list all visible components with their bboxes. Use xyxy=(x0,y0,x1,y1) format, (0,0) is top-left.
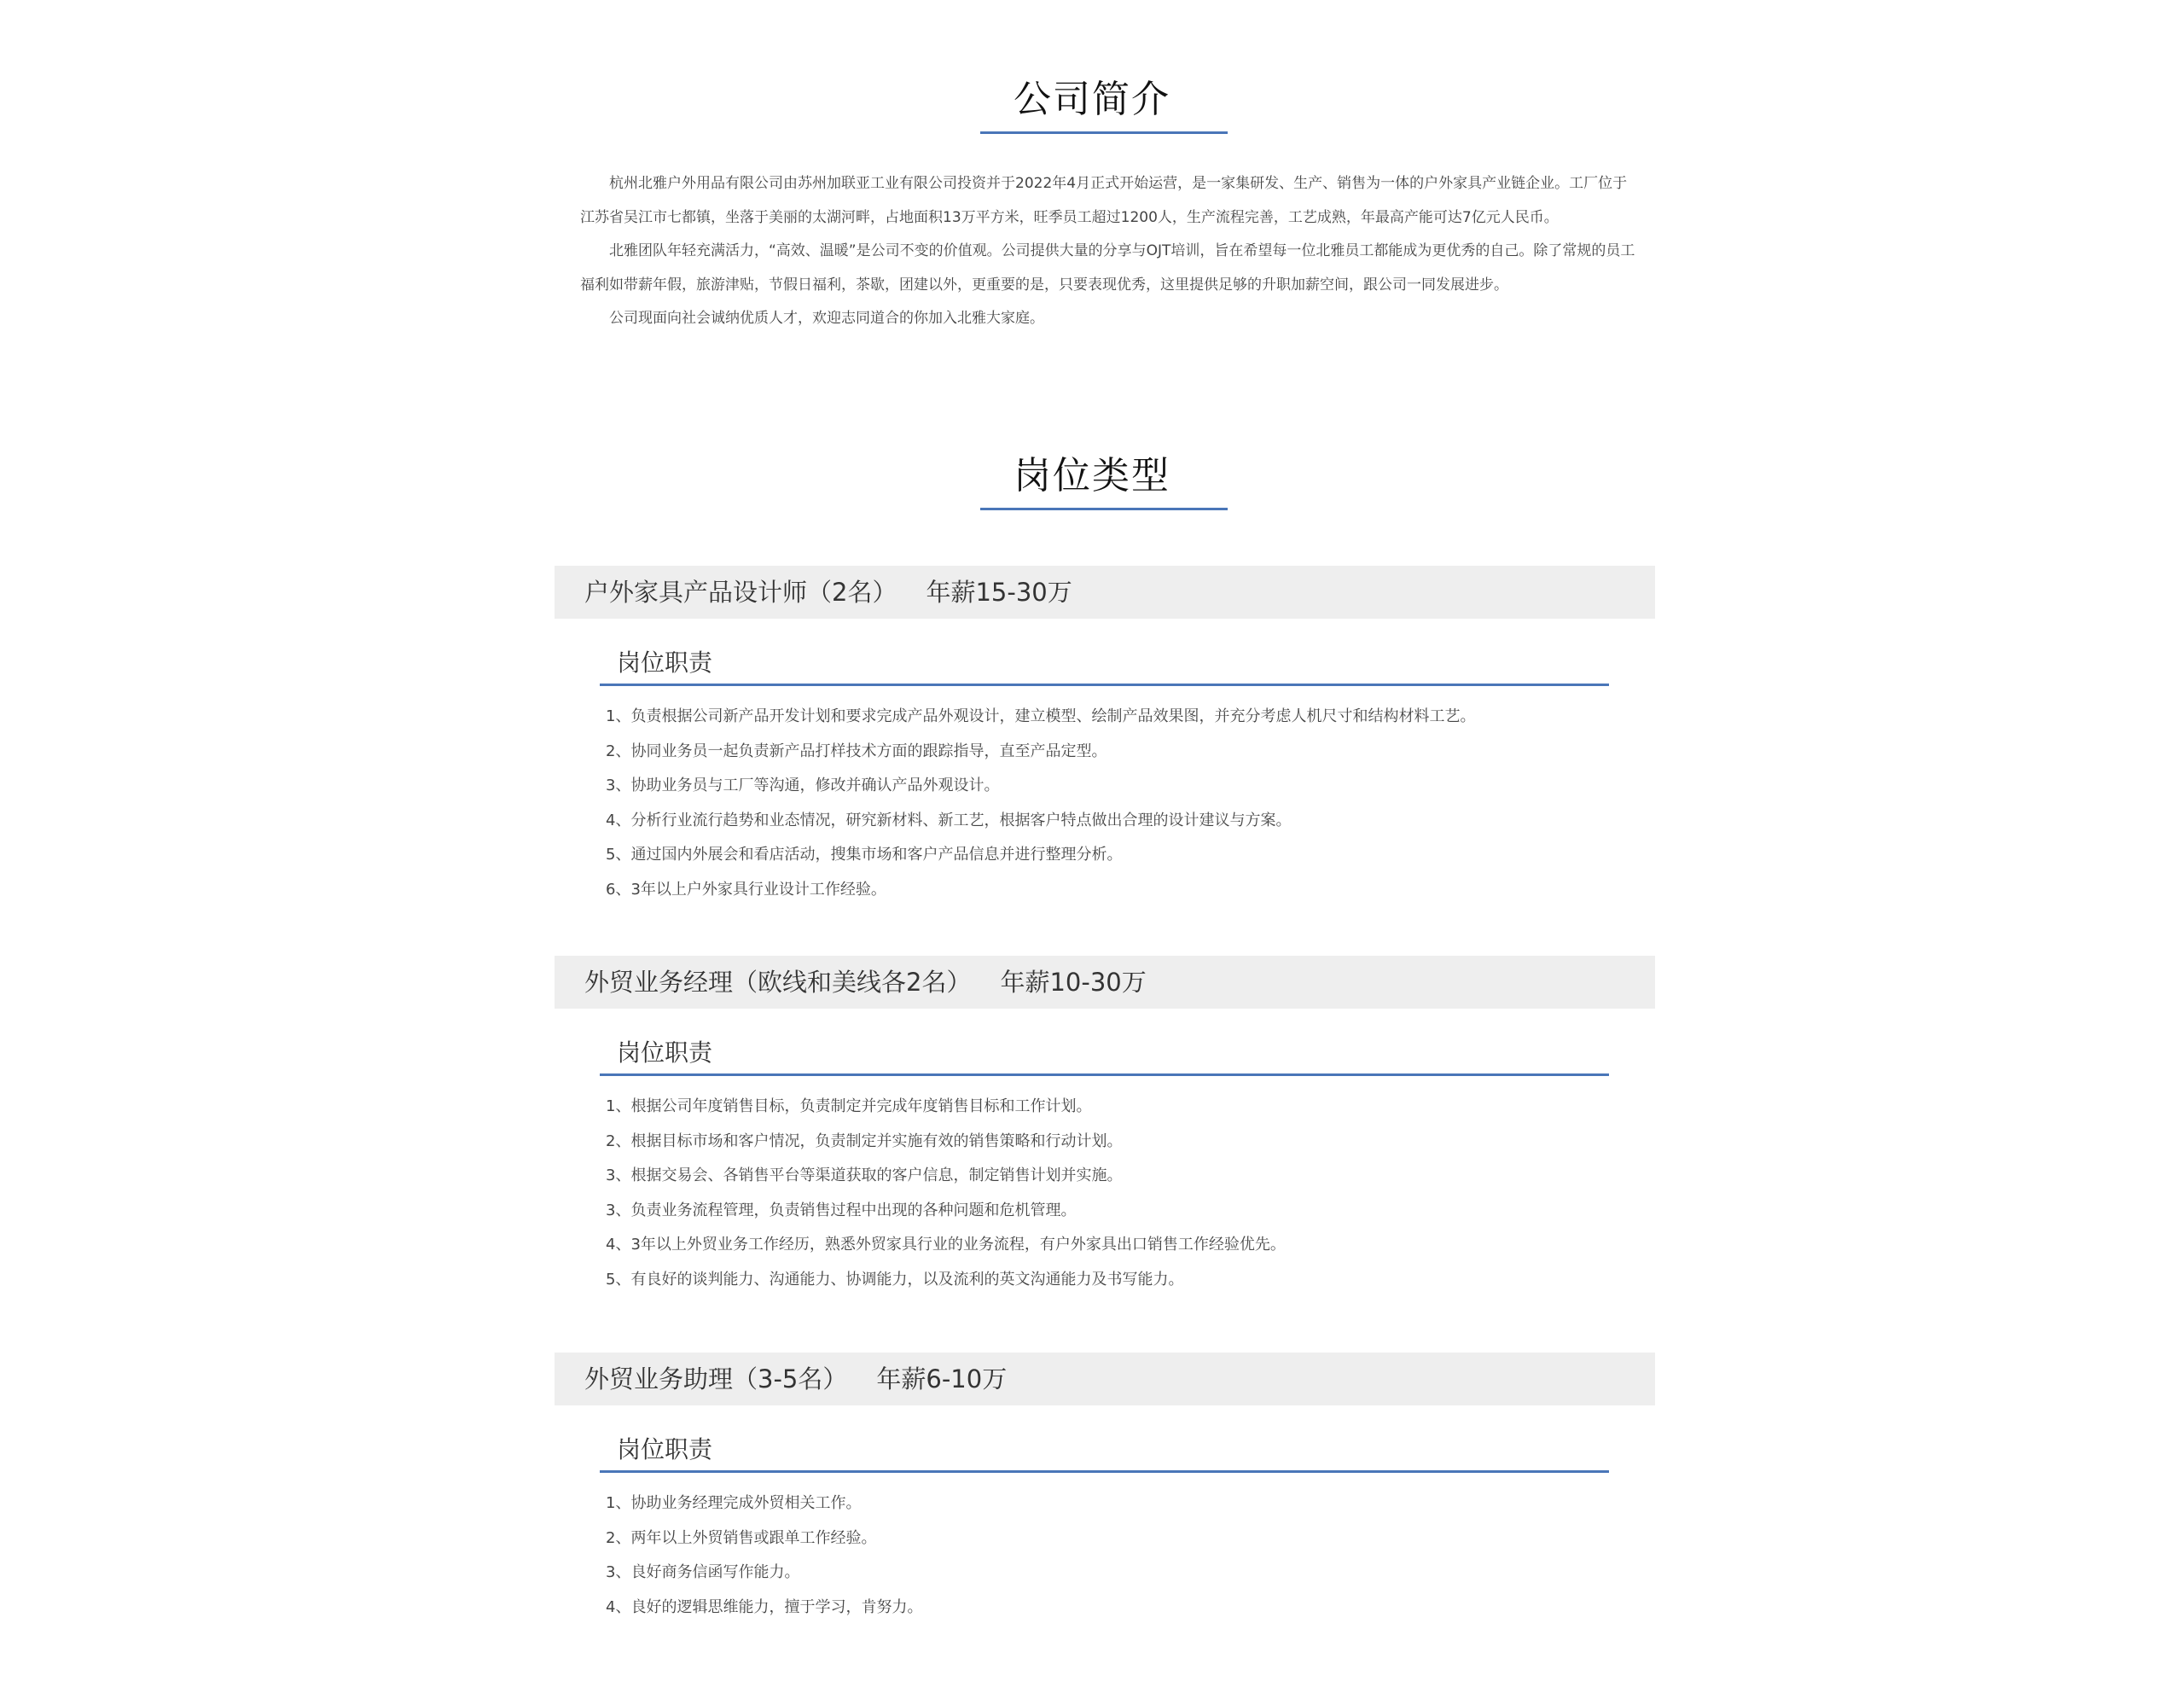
duty-label: 岗位职责 xyxy=(617,649,713,677)
duty-item: 2、根据目标市场和客户情况，负责制定并实施有效的销售策略和行动计划。 xyxy=(606,1132,1123,1150)
duty-label: 岗位职责 xyxy=(617,1038,713,1067)
duty-heading xyxy=(600,643,1609,686)
job-header xyxy=(555,956,1655,1009)
duty-item: 2、协同业务员一起负责新产品打样技术方面的跟踪指导，直至产品定型。 xyxy=(606,742,1107,760)
duty-item: 1、协助业务经理完成外贸相关工作。 xyxy=(606,1494,862,1512)
duty-heading xyxy=(600,1429,1609,1473)
job-title: 户外家具产品设计师（2名） xyxy=(584,578,897,607)
job-card-product-designer xyxy=(555,566,1655,899)
job-types-heading xyxy=(0,451,2184,502)
duty-item: 4、3年以上外贸业务工作经历，熟悉外贸家具行业的业务流程，有户外家具出口销售工作经验优先。 xyxy=(606,1236,1286,1254)
duty-item: 4、良好的逻辑思维能力，擅于学习，肯努力。 xyxy=(606,1597,923,1616)
duty-item: 1、负责根据公司新产品开发计划和要求完成产品外观设计，建立模型、绘制产品效果图，并充分考虑人机尺寸和结构材料工艺。 xyxy=(606,707,1476,725)
company-intro-text xyxy=(580,167,1638,336)
duty-heading xyxy=(600,1033,1609,1076)
job-salary: 年薪10-30万 xyxy=(1000,968,1147,997)
job-types-title: 岗位类型 xyxy=(1014,454,1170,497)
job-salary: 年薪15-30万 xyxy=(926,578,1072,607)
job-card-trade-assistant xyxy=(555,1353,1655,1616)
job-title: 外贸业务经理（欧线和美线各2名） xyxy=(584,968,972,997)
job-header xyxy=(555,1353,1655,1405)
job-salary: 年薪6-10万 xyxy=(876,1364,1008,1393)
duty-list xyxy=(606,1486,922,1625)
company-intro-title: 公司简介 xyxy=(1014,78,1170,121)
company-intro-heading xyxy=(0,74,2184,125)
intro-paragraph: 杭州北雅户外用品有限公司由苏州加联亚工业有限公司投资并于2022年4月正式开始运营，是一家集研发、生产、销售为一体的户外家具产业链企业。工厂位于江苏省吴江市七都镇，坐落于美丽的太湖河畔，占地面积13万平方米，旺季员工超过1200人，生产流程完善，工艺成熟，年最高产能可达7亿元人民币。 xyxy=(580,175,1628,226)
intro-paragraph: 公司现面向社会诚纳优质人才，欢迎志同道合的你加入北雅大家庭。 xyxy=(609,310,1044,327)
job-card-trade-manager xyxy=(555,956,1655,1289)
duty-item: 1、根据公司年度销售目标，负责制定并完成年度销售目标和工作计划。 xyxy=(606,1097,1092,1115)
job-header xyxy=(555,566,1655,619)
duty-list xyxy=(606,700,1475,907)
company-intro-title-underline xyxy=(980,131,1228,134)
duty-label: 岗位职责 xyxy=(617,1435,713,1463)
job-types-title-underline xyxy=(980,508,1228,510)
duty-item: 3、根据交易会、各销售平台等渠道获取的客户信息，制定销售计划并实施。 xyxy=(606,1166,1123,1184)
duty-item: 3、协助业务员与工厂等沟通，修改并确认产品外观设计。 xyxy=(606,777,1000,794)
job-title: 外贸业务助理（3-5名） xyxy=(584,1364,848,1393)
duty-item: 2、两年以上外贸销售或跟单工作经验。 xyxy=(606,1528,877,1547)
duty-item: 5、通过国内外展会和看店活动，搜集市场和客户产品信息并进行整理分析。 xyxy=(606,846,1123,864)
duty-list xyxy=(606,1090,1286,1297)
intro-paragraph: 北雅团队年轻充满活力，“高效、温暖”是公司不变的价值观。公司提供大量的分享与OJT培训，旨在希望每一位北雅员工都能成为更优秀的自己。除了常规的员工福利如带薪年假，旅游津贴，节假日福利，茶歇，团建以外，更重要的是，只要表现优秀，这里提供足够的升职加薪空间，跟公司一同发展进步。 xyxy=(580,242,1635,294)
duty-item: 3、良好商务信函写作能力。 xyxy=(606,1563,800,1581)
duty-item: 6、3年以上户外家具行业设计工作经验。 xyxy=(606,880,886,899)
duty-item: 5、有良好的谈判能力、沟通能力、协调能力，以及流利的英文沟通能力及书写能力。 xyxy=(606,1270,1184,1289)
duty-item: 3、负责业务流程管理，负责销售过程中出现的各种问题和危机管理。 xyxy=(606,1201,1077,1219)
duty-item: 4、分析行业流行趋势和业态情况，研究新材料、新工艺，根据客户特点做出合理的设计建议与方案。 xyxy=(606,811,1292,829)
